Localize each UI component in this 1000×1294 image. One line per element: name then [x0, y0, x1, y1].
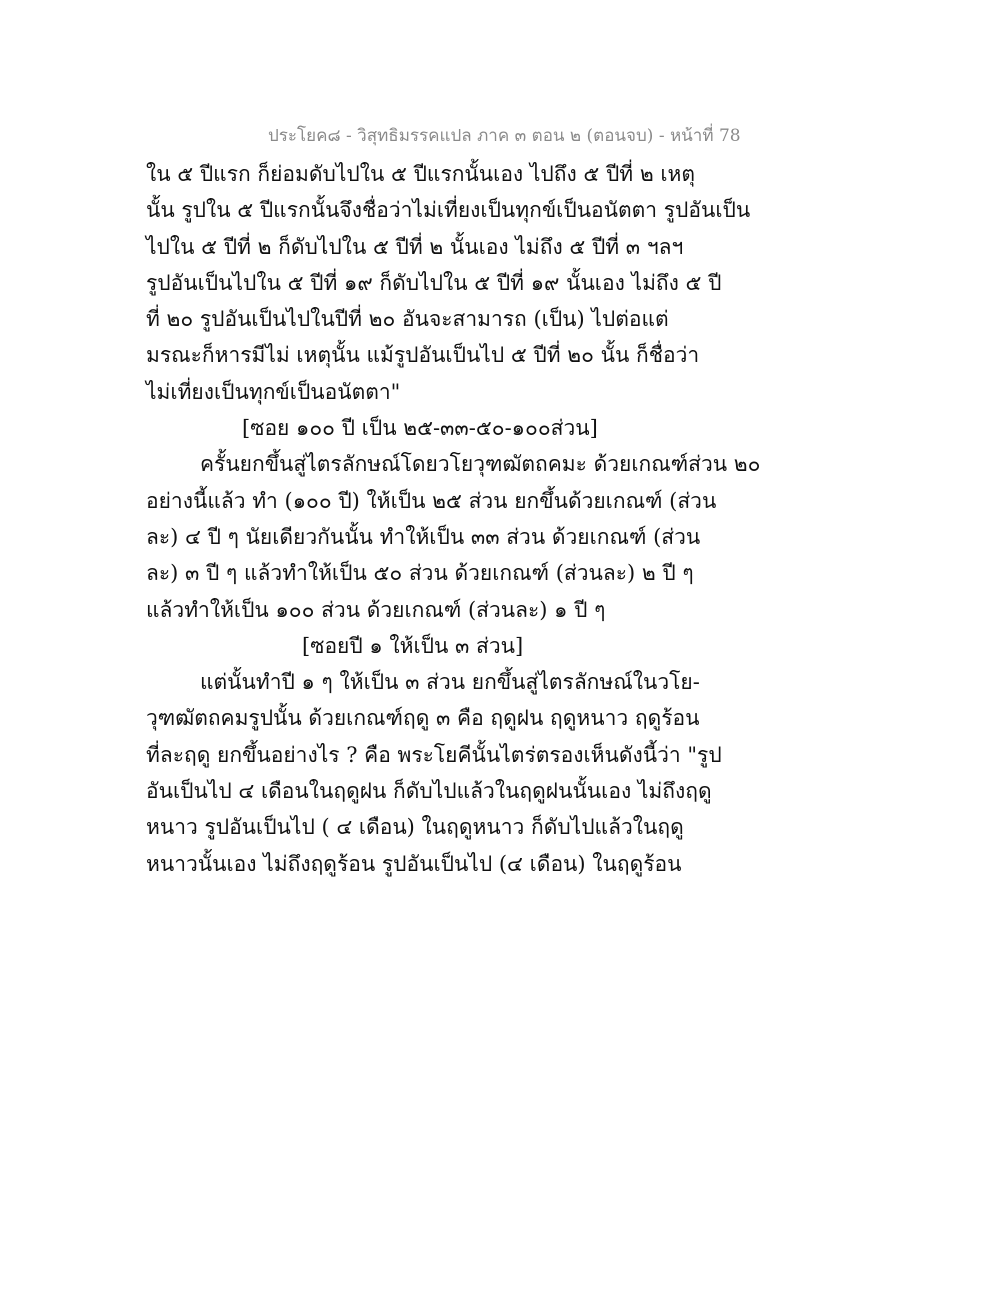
- body-line: แล้วทำให้เป็น ๑๐๐ ส่วน ด้วยเกณฑ์ (ส่วนละ) ๑ ปี ๆ: [146, 597, 606, 622]
- body-line: ละ) ๔ ปี ๆ นัยเดียวกันนั้น ทำให้เป็น ๓๓ ส่วน ด้วยเกณฑ์ (ส่วน: [146, 524, 701, 549]
- body-line: ที่ละฤดู ยกขึ้นอย่างไร ? คือ พระโยคีนั้นไตร่ตรองเห็นดังนี้ว่า "รูป: [146, 742, 722, 767]
- section-heading: [ซอยปี ๑ ให้เป็น ๓ ส่วน]: [302, 633, 524, 658]
- body-line: วุฑฒัตถคมรูปนั้น ด้วยเกณฑ์ฤดู ๓ คือ ฤดูฝน ฤดูหนาว ฤดูร้อน: [146, 706, 700, 731]
- body-line: รูปอันเป็นไปใน ๕ ปีที่ ๑๙ ก็ดับไปใน ๕ ปีที่ ๑๙ นั้นเอง ไม่ถึง ๕ ปี: [146, 270, 722, 295]
- paragraph-first-line: แต่นั้นทำปี ๑ ๆ ให้เป็น ๓ ส่วน ยกขึ้นสู่ไตรลักษณ์ในวโย-: [200, 670, 700, 695]
- body-line: อันเป็นไป ๔ เดือนในฤดูฝน ก็ดับไปแล้วในฤดูฝนนั้นเอง ไม่ถึงฤดู: [146, 779, 712, 804]
- body-line: อย่างนี้แล้ว ทำ (๑๐๐ ปี) ให้เป็น ๒๕ ส่วน ยกขึ้นด้วยเกณฑ์ (ส่วน: [146, 488, 717, 513]
- page-running-header: ประโยค๘ - วิสุทธิมรรคแปล ภาค ๓ ตอน ๒ (ตอนจบ) - หน้าที่ 78: [268, 126, 741, 146]
- body-line: ที่ ๒๐ รูปอันเป็นไปในปีที่ ๒๐ อันจะสามารถ (เป็น) ไปต่อแต่: [146, 307, 669, 332]
- body-line: ไม่เที่ยงเป็นทุกข์เป็นอนัตตา": [146, 379, 401, 404]
- document-body: [146, 156, 761, 882]
- body-line: ละ) ๓ ปี ๆ แล้วทำให้เป็น ๕๐ ส่วน ด้วยเกณฑ์ (ส่วนละ) ๒ ปี ๆ: [146, 561, 694, 586]
- paragraph-first-line: ครั้นยกขึ้นสู่ไตรลักษณ์โดยวโยวุฑฒัตถคมะ ด้วยเกณฑ์ส่วน ๒๐: [200, 452, 761, 477]
- section-heading: [ซอย ๑๐๐ ปี เป็น ๒๕-๓๓-๕๐-๑๐๐ส่วน]: [242, 416, 598, 441]
- body-line: หนาวนั้นเอง ไม่ถึงฤดูร้อน รูปอันเป็นไป (๔ เดือน) ในฤดูร้อน: [146, 851, 682, 876]
- body-line: มรณะก็หารมีไม่ เหตุนั้น แม้รูปอันเป็นไป ๕ ปีที่ ๒๐ นั้น ก็ชื่อว่า: [146, 343, 700, 368]
- body-line: หนาว รูปอันเป็นไป ( ๔ เดือน) ในฤดูหนาว ก็ดับไปแล้วในฤดู: [146, 815, 684, 840]
- body-line: นั้น รูปใน ๕ ปีแรกนั้นจึงชื่อว่าไม่เที่ยงเป็นทุกข์เป็นอนัตตา รูปอันเป็น: [146, 198, 751, 223]
- body-line: ใน ๕ ปีแรก ก็ย่อมดับไปใน ๕ ปีแรกนั้นเอง ไปถึง ๕ ปีที่ ๒ เหตุ: [146, 162, 695, 186]
- body-line: ไปใน ๕ ปีที่ ๒ ก็ดับไปใน ๕ ปีที่ ๒ นั้นเอง ไม่ถึง ๕ ปีที่ ๓ ฯลฯ: [146, 234, 684, 259]
